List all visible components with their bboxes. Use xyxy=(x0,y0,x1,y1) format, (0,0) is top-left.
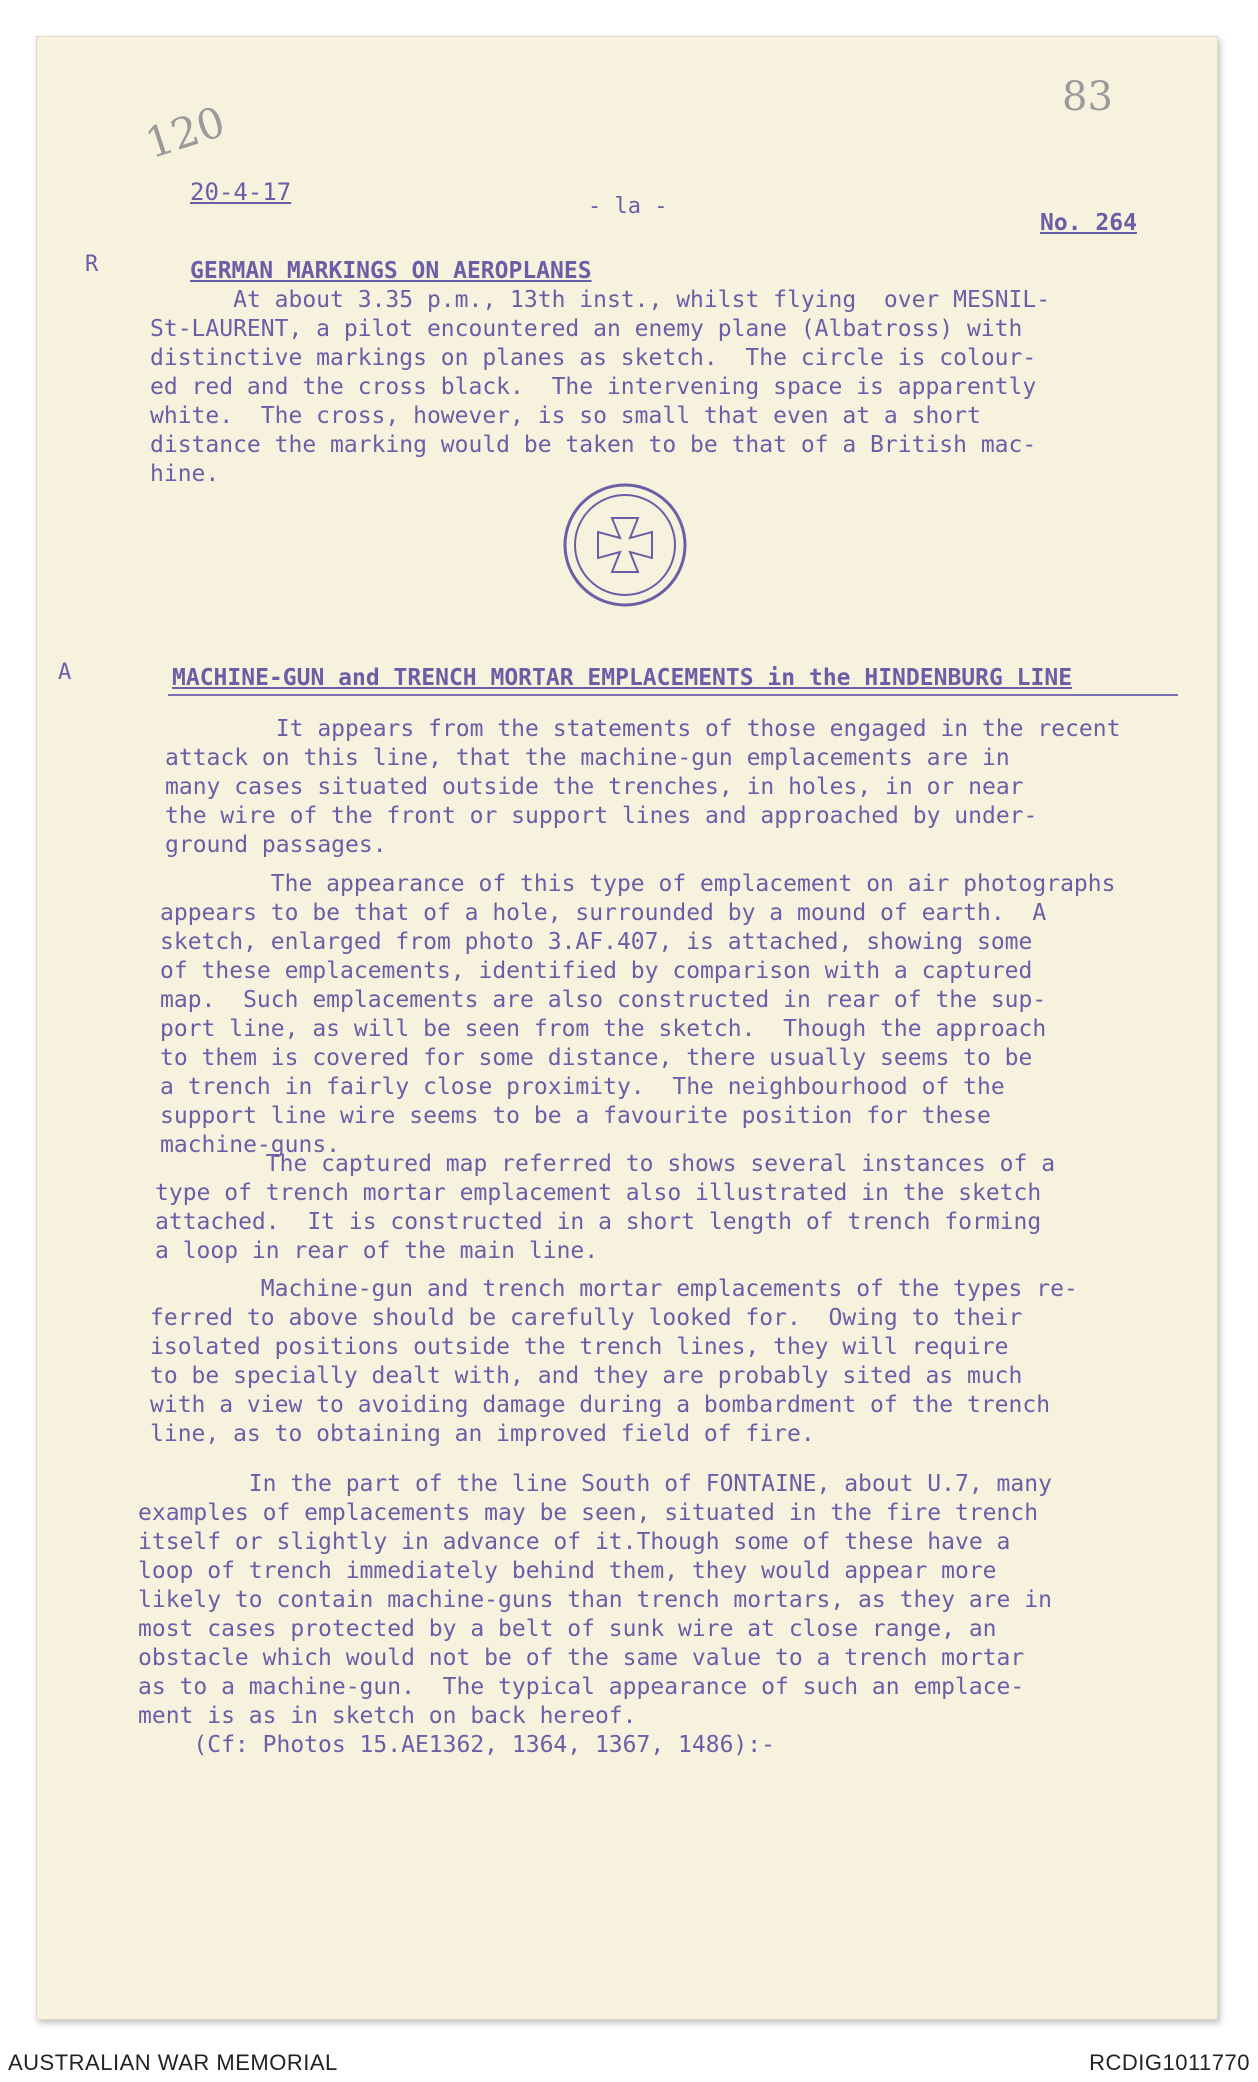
paragraph-4 xyxy=(150,1275,1170,1449)
text-line: with a view to avoiding damage during a bombardment of the trench xyxy=(150,1392,1051,1418)
text-line: white. The cross, however, is so small that even at a short xyxy=(150,403,981,429)
text-line: (Cf: Photos 15.AE1362, 1364, 1367, 1486):- xyxy=(138,1732,775,1758)
paragraph-1 xyxy=(165,715,1185,860)
text-line: distance the marking would be taken to be that of a British mac- xyxy=(150,432,1037,458)
text-line: many cases situated outside the trenches, in holes, in or near xyxy=(165,774,1024,800)
text-line: distinctive markings on planes as sketch. The circle is colour- xyxy=(150,345,1037,371)
text-line: sketch, enlarged from photo 3.AF.407, is attached, showing some xyxy=(160,929,1033,955)
text-line: a loop in rear of the main line. xyxy=(155,1238,599,1264)
page-number: - la - xyxy=(588,194,668,219)
section-body-markings xyxy=(150,286,1170,489)
text-line: St-LAURENT, a pilot encountered an enemy plane (Albatross) with xyxy=(150,316,1023,342)
aircraft-marking-sketch xyxy=(550,480,700,610)
text-line: machine-guns. xyxy=(160,1132,341,1158)
text-line: port line, as will be seen from the sketch. Though the approach xyxy=(160,1016,1047,1042)
text-line: to be specially dealt with, and they are probably sited as much xyxy=(150,1363,1023,1389)
text-line: of these emplacements, identified by comparison with a captured xyxy=(160,958,1033,984)
text-line: At about 3.35 p.m., 13th inst., whilst flying over MESNIL- xyxy=(150,287,1051,313)
outer-circle xyxy=(565,485,685,605)
text-line: support line wire seems to be a favourite position for these xyxy=(160,1103,991,1129)
text-line: type of trench mortar emplacement also illustrated in the sketch xyxy=(155,1180,1042,1206)
paragraph-5 xyxy=(138,1470,1158,1760)
text-line: a trench in fairly close proximity. The neighbourhood of the xyxy=(160,1074,1005,1100)
text-line: In the part of the line South of FONTAINE, about U.7, many xyxy=(138,1471,1052,1497)
archive-id: RCDIG1011770 xyxy=(1089,2050,1250,2075)
inner-circle xyxy=(575,495,675,595)
text-line: line, as to obtaining an improved field of fire. xyxy=(150,1421,815,1447)
text-line: isolated positions outside the trench lines, they will require xyxy=(150,1334,1009,1360)
text-line: to them is covered for some distance, there usually seems to be xyxy=(160,1045,1033,1071)
text-line: ed red and the cross black. The intervening space is apparently xyxy=(150,374,1037,400)
margin-mark-a: A xyxy=(58,660,72,685)
archive-credit: AUSTRALIAN WAR MEMORIAL xyxy=(8,2050,338,2075)
text-line: attack on this line, that the machine-gun emplacements are in xyxy=(165,745,1010,771)
margin-mark-r: R xyxy=(85,252,99,277)
text-line: ground passages. xyxy=(165,832,387,858)
paragraph-3 xyxy=(155,1150,1175,1266)
text-line: examples of emplacements may be seen, situated in the fire trench xyxy=(138,1500,1039,1526)
text-line: loop of trench immediately behind them, they would appear more xyxy=(138,1558,997,1584)
section-title-emplacements: MACHINE-GUN and TRENCH MORTAR EMPLACEMENTS in the HINDENBURG LINE xyxy=(172,665,1073,691)
text-line: attached. It is constructed in a short length of trench forming xyxy=(155,1209,1042,1235)
text-line: The appearance of this type of emplacement on air photographs xyxy=(160,871,1116,897)
text-line: ferred to above should be carefully looked for. Owing to their xyxy=(150,1305,1023,1331)
text-line: likely to contain machine-guns than trench mortars, as they are in xyxy=(138,1587,1052,1613)
text-line: appears to be that of a hole, surrounded by a mound of earth. A xyxy=(160,900,1047,926)
paragraph-2 xyxy=(160,870,1180,1160)
document-date: 20-4-17 xyxy=(190,178,292,206)
cross-marking xyxy=(598,518,652,572)
text-line: It appears from the statements of those engaged in the recent xyxy=(165,716,1121,742)
text-line: the wire of the front or support lines and approached by under- xyxy=(165,803,1038,829)
pencil-annotation-left: 120 xyxy=(139,96,231,169)
text-line: ment is as in sketch on back hereof. xyxy=(138,1703,637,1729)
text-line: as to a machine-gun. The typical appearance of such an emplace- xyxy=(138,1674,1025,1700)
text-line: Machine-gun and trench mortar emplacements of the types re- xyxy=(150,1276,1078,1302)
section-title-markings: GERMAN MARKINGS ON AEROPLANES xyxy=(190,258,592,284)
text-line: obstacle which would not be of the same value to a trench mortar xyxy=(138,1645,1025,1671)
text-line: itself or slightly in advance of it.Though some of these have a xyxy=(138,1529,1011,1555)
pencil-annotation-right: 83 xyxy=(1062,74,1113,120)
text-line: hine. xyxy=(150,461,220,487)
text-line: map. Such emplacements are also constructed in rear of the sup- xyxy=(160,987,1047,1013)
document-number: No. 264 xyxy=(1040,210,1137,236)
text-line: most cases protected by a belt of sunk wire at close range, an xyxy=(138,1616,997,1642)
text-line: The captured map referred to shows several instances of a xyxy=(155,1151,1056,1177)
heading-underline xyxy=(168,694,1178,696)
